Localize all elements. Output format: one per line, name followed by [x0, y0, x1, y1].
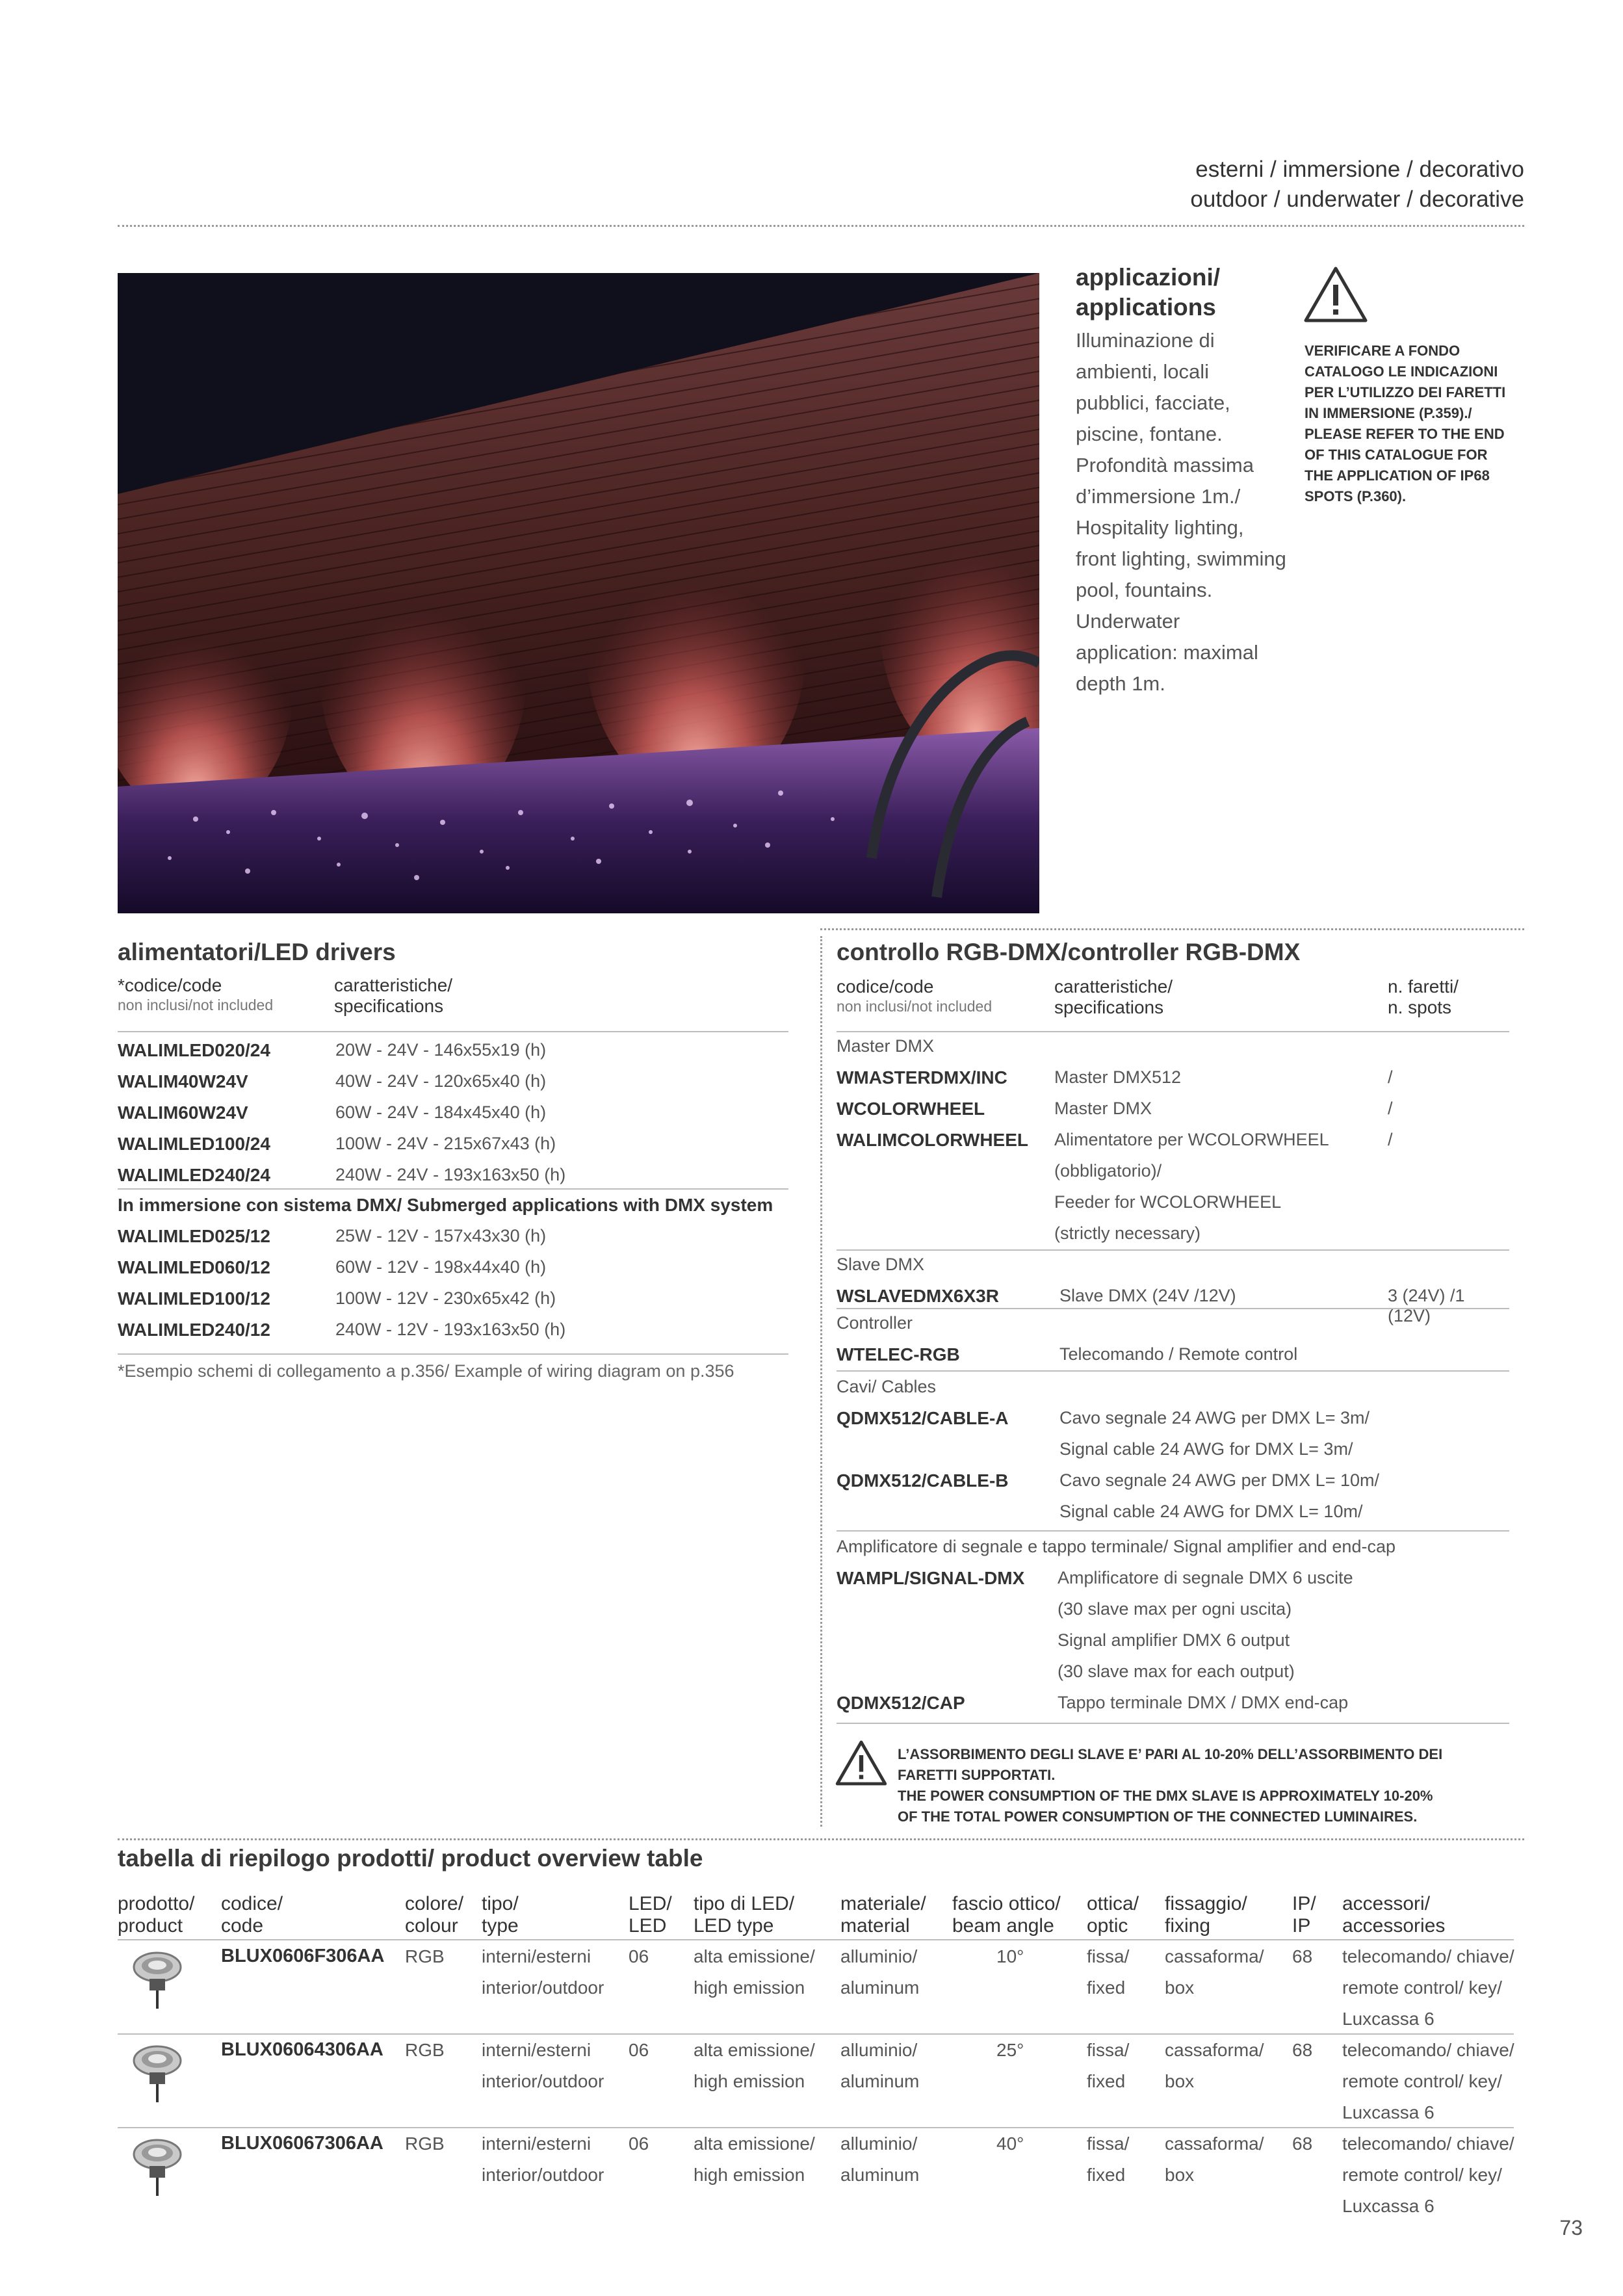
header-line-it: esterni / immersione / decorativo	[1195, 157, 1524, 182]
amp-line-3: Signal amplifier DMX 6 output	[1058, 1630, 1290, 1650]
controller-col-spots: n. faretti/ n. spots	[1388, 976, 1459, 1017]
amp-line-4: (30 slave max for each output)	[1058, 1662, 1295, 1681]
warning-icon	[1303, 265, 1368, 327]
cell-fixing: cassaforma/ box	[1165, 2040, 1264, 2091]
section-header	[1190, 155, 1524, 215]
product-code: BLUX06064306AA	[221, 2039, 383, 2060]
table-row: WTELEC-RGB Telecomando / Remote control	[837, 1344, 1298, 1364]
product-thumbnail	[130, 2039, 185, 2107]
table-row: WMASTERDMX/INC Master DMX512 /	[837, 1067, 1393, 1088]
drivers-submerged-heading: In immersione con sistema DMX/ Submerged applications with DMX system	[118, 1195, 773, 1215]
drivers-col-code: *codice/code non inclusi/not included	[118, 975, 274, 1013]
cell-ip: 68	[1292, 2133, 1313, 2154]
cell-accessories: telecomando/ chiave/ remote control/ key/ Luxcassa 6	[1342, 2133, 1514, 2216]
master-extra-3: (strictly necessary)	[1054, 1223, 1201, 1243]
table-row: WAMPL/SIGNAL-DMX Amplificatore di segnale DMX 6 uscite	[837, 1568, 1353, 1588]
amp-line-2: (30 slave max per ogni uscita)	[1058, 1599, 1292, 1619]
product-thumbnail	[130, 2132, 185, 2200]
cell-colour: RGB	[405, 2133, 445, 2154]
cell-led-type: alta emissione/ high emission	[694, 1946, 815, 1998]
master-extra-2: Feeder for WCOLORWHEEL	[1054, 1192, 1282, 1212]
cable-a-spec-en: Signal cable 24 AWG for DMX L= 3m/	[1059, 1439, 1353, 1459]
drivers-bottom-rule	[118, 1353, 788, 1355]
cell-optic: fissa/ fixed	[1087, 2040, 1130, 2091]
rule	[837, 1530, 1509, 1532]
drivers-header-rule	[118, 1031, 788, 1032]
group-master-dmx: Master DMX	[837, 1036, 935, 1056]
controller-col-spec: caratteristiche/ specifications	[1054, 976, 1173, 1017]
immersion-warning-text: VERIFICARE A FONDO CATALOGO LE INDICAZIONI PER L’UTILIZZO DEI FARETTI IN IMMERSIONE (P.359)./ PLEASE REFER TO THE END OF THIS CATALOGUE FOR THE APPLICATION OF IP68 SPOTS (P.360).	[1305, 343, 1506, 504]
overview-header-optic: ottica/ optic	[1087, 1893, 1139, 1937]
table-row: WALIMLED100/12 100W - 12V - 230x65x42 (h)	[118, 1288, 556, 1309]
table-row: WCOLORWHEEL Master DMX /	[837, 1099, 1393, 1119]
product-code: BLUX0606F306AA	[221, 1946, 385, 1966]
overview-header-rule	[118, 1939, 1514, 1940]
rule	[837, 1249, 1509, 1251]
table-row: WALIMLED060/12 60W - 12V - 198x44x40 (h)	[118, 1257, 547, 1277]
cell-fixing: cassaforma/ box	[1165, 1946, 1264, 1998]
table-row: WALIMLED240/12 240W - 12V - 193x163x50 (h)	[118, 1320, 566, 1340]
cell-ip: 68	[1292, 2040, 1313, 2060]
overview-header-type: tipo/ type	[482, 1893, 519, 1937]
product-code: BLUX06067306AA	[221, 2133, 383, 2154]
overview-header-product: prodotto/ product	[118, 1893, 195, 1937]
cell-led-type: alta emissione/ high emission	[694, 2133, 815, 2185]
cable-b-spec-en: Signal cable 24 AWG for DMX L= 10m/	[1059, 1502, 1363, 1521]
column-divider	[820, 936, 822, 1827]
applications-title: applicazioni/ applications	[1076, 264, 1221, 320]
table-row: WSLAVEDMX6X3R Slave DMX (24V /12V) 3 (24V) /1 (12V)	[837, 1286, 1465, 1325]
table-row: QDMX512/CABLE-B Cavo segnale 24 AWG per DMX L= 10m/	[837, 1470, 1379, 1491]
cell-material: alluminio/ aluminum	[840, 2040, 920, 2091]
cell-fixing: cassaforma/ box	[1165, 2133, 1264, 2185]
cell-beam-angle: 25°	[996, 2040, 1024, 2060]
overview-header-material: materiale/ material	[840, 1893, 926, 1937]
pool-photo	[118, 273, 1039, 913]
overview-header-ip: IP/ IP	[1292, 1893, 1316, 1937]
right-section-divider	[820, 928, 1524, 930]
controller-col-code: codice/code non inclusi/not included	[837, 976, 993, 1015]
overview-header-code: codice/ code	[221, 1893, 283, 1937]
rule	[837, 1723, 1509, 1724]
rule	[837, 1370, 1509, 1372]
overview-header-led: LED/ LED	[629, 1893, 672, 1937]
table-row: WALIMLED025/12 25W - 12V - 157x43x30 (h)	[118, 1226, 547, 1246]
table-row: WALIMCOLORWHEEL Alimentatore per WCOLORWHEEL /	[837, 1130, 1393, 1150]
group-slave-dmx: Slave DMX	[837, 1255, 925, 1274]
table-row: WALIMLED240/24 240W - 24V - 193x163x50 (h)	[118, 1165, 566, 1185]
overview-header-accessories: accessori/ accessories	[1342, 1893, 1446, 1937]
controller-header-rule	[837, 1031, 1509, 1032]
header-divider	[118, 225, 1524, 227]
cell-ip: 68	[1292, 1946, 1313, 1966]
slave-consumption-warning: L’ASSORBIMENTO DEGLI SLAVE E’ PARI AL 10-20% DELL’ASSORBIMENTO DEI FARETTI SUPPORTATI. THE POWER CONSUMPTION OF THE DMX SLAVE IS APPROXIMATELY 10-20% OF THE TOTAL POWER CONSUMPTION OF THE CONNECTED LUMINAIRES.	[898, 1746, 1443, 1825]
overview-divider	[118, 1838, 1524, 1840]
warning-icon	[835, 1740, 887, 1790]
pool-photo-illustration	[118, 273, 1039, 913]
group-controller: Controller	[837, 1313, 913, 1333]
cell-accessories: telecomando/ chiave/ remote control/ key/ Luxcassa 6	[1342, 2040, 1514, 2122]
drivers-note: *Esempio schemi di collegamento a p.356/ Example of wiring diagram on p.356	[118, 1361, 734, 1381]
master-extra-1: (obbligatorio)/	[1054, 1161, 1162, 1181]
cell-type: interni/esterni interior/outdoor	[482, 2040, 604, 2091]
overview-title: tabella di riepilogo prodotti/ product overview table	[118, 1845, 703, 1872]
header-line-en: outdoor / underwater / decorative	[1190, 187, 1524, 212]
cell-led: 06	[629, 2040, 649, 2060]
cell-material: alluminio/ aluminum	[840, 1946, 920, 1998]
drivers-title: alimentatori/LED drivers	[118, 939, 396, 965]
cell-led: 06	[629, 1946, 649, 1966]
cell-accessories: telecomando/ chiave/ remote control/ key/ Luxcassa 6	[1342, 1946, 1514, 2029]
page-number: 73	[1559, 2216, 1583, 2239]
drivers-col-spec: caratteristiche/ specifications	[334, 975, 453, 1016]
table-row: WALIM60W24V 60W - 24V - 184x45x40 (h)	[118, 1102, 547, 1123]
overview-header-beam: fascio ottico/ beam angle	[952, 1893, 1061, 1937]
table-row: WALIM40W24V 40W - 24V - 120x65x40 (h)	[118, 1071, 547, 1091]
cell-type: interni/esterni interior/outdoor	[482, 2133, 604, 2185]
table-row: WALIMLED100/24 100W - 24V - 215x67x43 (h)	[118, 1134, 556, 1154]
drivers-subsection-rule	[118, 1188, 788, 1190]
group-cables: Cavi/ Cables	[837, 1377, 937, 1396]
cell-colour: RGB	[405, 2040, 445, 2060]
table-row: WALIMLED020/24 20W - 24V - 146x55x19 (h)	[118, 1040, 547, 1060]
overview-header-led-type: tipo di LED/ LED type	[694, 1893, 795, 1937]
cell-led-type: alta emissione/ high emission	[694, 2040, 815, 2091]
controller-title: controllo RGB-DMX/controller RGB-DMX	[837, 939, 1301, 965]
cell-optic: fissa/ fixed	[1087, 1946, 1130, 1998]
group-amplifier: Amplificatore di segnale e tappo terminale/ Signal amplifier and end-cap	[837, 1537, 1396, 1556]
rule	[837, 1308, 1509, 1309]
cell-led: 06	[629, 2133, 649, 2154]
cell-beam-angle: 40°	[996, 2133, 1024, 2154]
overview-header-colour: colore/ colour	[405, 1893, 464, 1937]
product-thumbnail	[130, 1945, 185, 2013]
cell-colour: RGB	[405, 1946, 445, 1966]
cell-material: alluminio/ aluminum	[840, 2133, 920, 2185]
table-row: QDMX512/CAP Tappo terminale DMX / DMX end-cap	[837, 1693, 1349, 1713]
table-row: QDMX512/CABLE-A Cavo segnale 24 AWG per DMX L= 3m/	[837, 1408, 1370, 1428]
applications-text: Illuminazione di ambienti, locali pubblici, facciate, piscine, fontane. Profondità massima d’immersione 1m./ Hospitality lighting, front lighting, swimming pool, fountains. Underwater application: maximal depth 1m.	[1076, 329, 1286, 695]
cell-beam-angle: 10°	[996, 1946, 1024, 1966]
overview-header-fixing: fissaggio/ fixing	[1165, 1893, 1247, 1937]
cell-optic: fissa/ fixed	[1087, 2133, 1130, 2185]
cell-type: interni/esterni interior/outdoor	[482, 1946, 604, 1998]
